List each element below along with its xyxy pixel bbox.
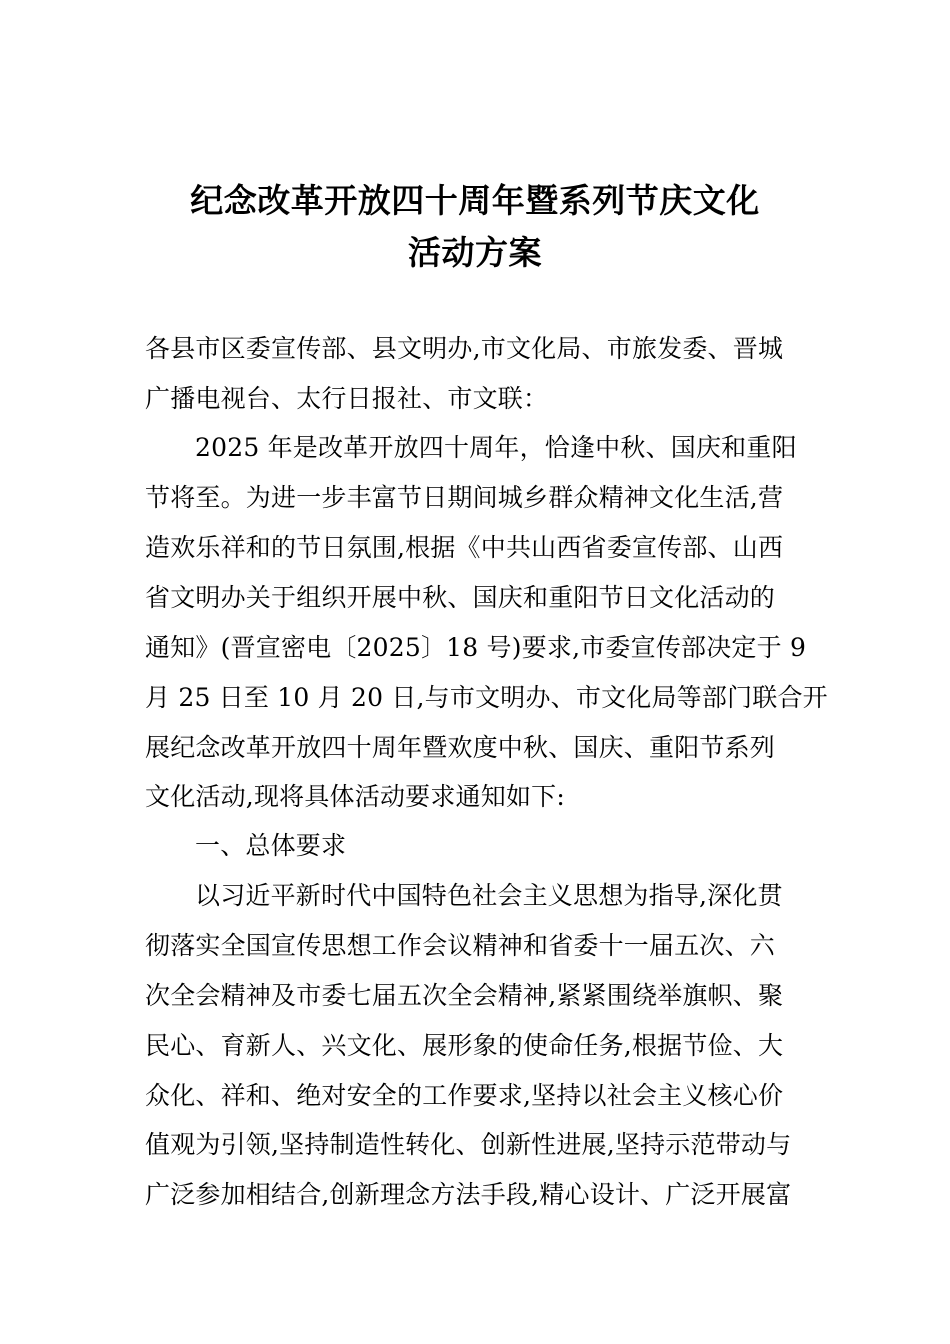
- body-line-8: 月 25 日至 10 月 20 日,与市文明办、市文化局等部门联合开: [145, 683, 828, 712]
- body-line-16: 众化、祥和、绝对安全的工作要求,坚持以社会主义核心价: [145, 1081, 784, 1110]
- body-line-17: 值观为引领,坚持制造性转化、创新性进展,坚持示范带动与: [145, 1130, 792, 1159]
- body-line-18: 广泛参加相结合,创新理念方法手段,精心设计、广泛开展富: [145, 1180, 792, 1209]
- body-line-9: 展纪念改革开放四十周年暨欢度中秋、国庆、重阳节系列: [145, 733, 776, 762]
- document-title-line-1: 纪念改革开放四十周年暨系列节庆文化: [190, 181, 760, 220]
- body-line-6: 省文明办关于组织开展中秋、国庆和重阳节日文化活动的: [145, 583, 776, 612]
- body-line-7: 通知》(晋宣密电〔2025〕18 号)要求,市委宣传部决定于 9: [145, 633, 807, 662]
- body-line-3: 2025 年是改革开放四十周年，恰逢中秋、国庆和重阳: [195, 433, 797, 462]
- document-title-line-2: 活动方案: [408, 233, 542, 272]
- section-heading-1: 一、总体要求: [195, 831, 347, 860]
- body-line-4: 节将至。为进一步丰富节日期间城乡群众精神文化生活,营: [145, 483, 784, 512]
- body-line-14: 次全会精神及市委七届五次全会精神,紧紧围绕举旗帜、聚: [145, 981, 784, 1010]
- body-line-15: 民心、育新人、兴文化、展形象的使命任务,根据节俭、大: [145, 1031, 784, 1060]
- body-line-10: 文化活动,现将具体活动要求通知如下:: [145, 782, 565, 811]
- body-line-1: 各县市区委宣传部、县文明办,市文化局、市旅发委、晋城: [145, 334, 784, 363]
- body-line-5: 造欢乐祥和的节日氛围,根据《中共山西省委宣传部、山西: [145, 533, 784, 562]
- body-line-2: 广播电视台、太行日报社、市文联：: [145, 384, 549, 413]
- body-line-13: 彻落实全国宣传思想工作会议精神和省委十一届五次、六: [145, 931, 776, 960]
- body-line-12: 以习近平新时代中国特色社会主义思想为指导,深化贯: [195, 881, 783, 910]
